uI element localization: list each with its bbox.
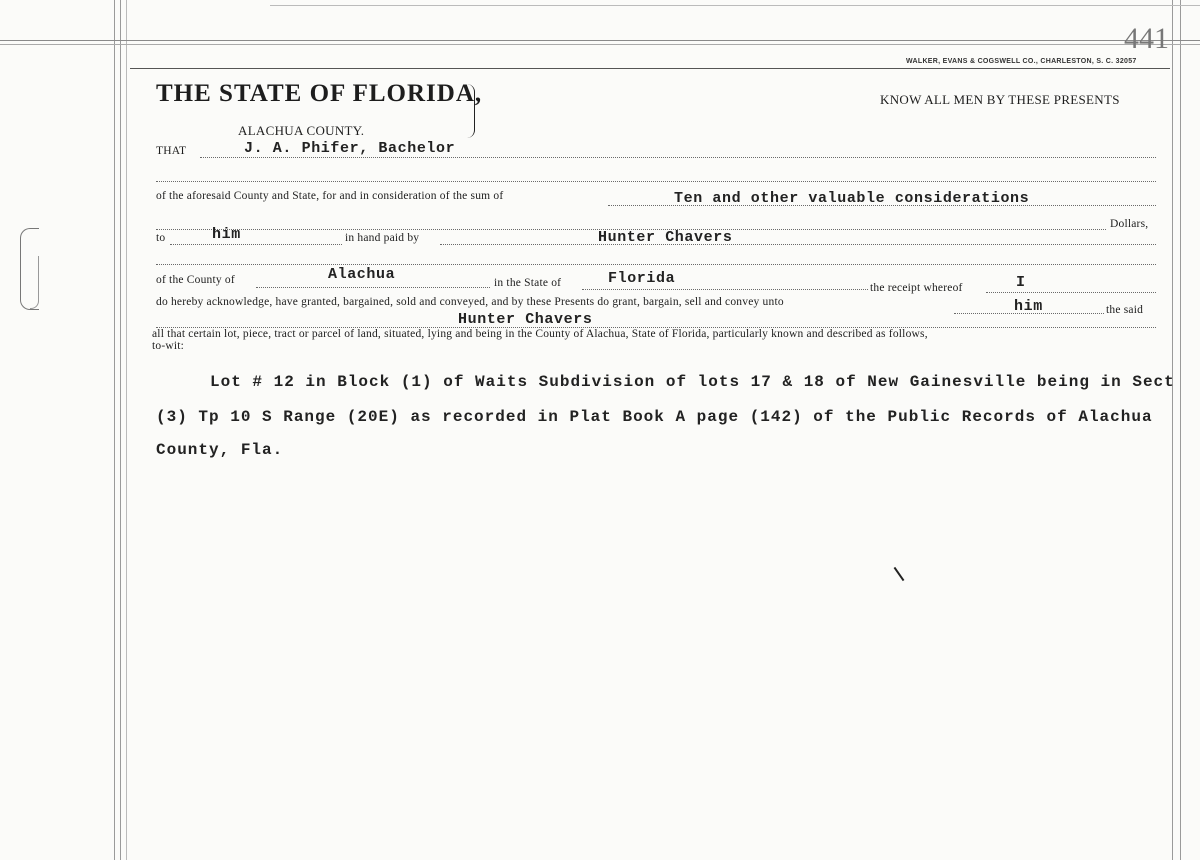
brace (466, 84, 475, 138)
header-rule (0, 40, 1200, 41)
fill-line (156, 264, 1156, 265)
the-said-label: the said (1106, 304, 1144, 316)
description-line: (3) Tp 10 S Range (20E) as recorded in Plat Book A page (142) of the Public Records of Alachua (156, 408, 1153, 426)
that-label: THAT (156, 145, 187, 157)
grantee-name: Hunter Chavers (458, 311, 593, 328)
margin-line (114, 0, 115, 860)
header-rule (0, 44, 1200, 45)
fill-line (170, 244, 342, 245)
dollars-label: Dollars, (1110, 218, 1149, 230)
state-of-label: in the State of (494, 277, 562, 289)
to-label: to (156, 232, 166, 244)
county-value: Alachua (328, 266, 396, 283)
binding-clip (30, 256, 39, 309)
county-heading: ALACHUA COUNTY. (238, 123, 365, 138)
fill-line (582, 289, 868, 290)
know-all-men: KNOW ALL MEN BY THESE PRESENTS (880, 92, 1120, 107)
margin-line (120, 0, 121, 860)
fill-line (200, 157, 1156, 158)
fill-line (986, 292, 1156, 293)
fill-line (156, 181, 1156, 182)
fill-line (440, 244, 1156, 245)
page-number: 441 (1124, 22, 1169, 55)
certain-lot-text: all that certain lot, piece, tract or parcel of land, situated, lying and being in the County of Alachua, State of Florida, particularly known and described as follows, (152, 328, 928, 340)
to-wit-label: to-wit: (152, 340, 185, 352)
document-title: THE STATE OF FLORIDA, (156, 80, 483, 107)
county-of-label: of the County of (156, 274, 235, 286)
margin-line (126, 0, 127, 860)
description-line: Lot # 12 in Block (1) of Waits Subdivision of lots 17 & 18 of New Gainesville being in Sect (210, 373, 1175, 391)
paid-by-name: Hunter Chavers (598, 229, 733, 246)
printer-imprint: WALKER, EVANS & COGSWELL CO., CHARLESTON, S. C. 32057 (906, 58, 1137, 65)
to-value: him (212, 226, 241, 243)
top-rule (270, 5, 1200, 6)
consideration-sum: Ten and other valuable considerations (674, 190, 1030, 207)
convey-to-value: him (1014, 298, 1043, 315)
acknowledge-text: do hereby acknowledge, have granted, bargained, sold and conveyed, and by these Presents do grant, bargain, sell and convey unto (156, 296, 784, 308)
header-rule (130, 68, 1170, 69)
margin-line (1180, 0, 1181, 860)
state-value: Florida (608, 270, 676, 287)
receipt-value: I (1016, 274, 1026, 291)
consideration-text: of the aforesaid County and State, for and in consideration of the sum of (156, 190, 504, 202)
fill-line (256, 287, 490, 288)
grantor-name: J. A. Phifer, Bachelor (244, 140, 456, 157)
margin-line (1172, 0, 1173, 860)
receipt-label: the receipt whereof (870, 282, 963, 294)
description-line: County, Fla. (156, 441, 284, 459)
pen-mark (894, 567, 905, 581)
paid-by-label: in hand paid by (345, 232, 420, 244)
